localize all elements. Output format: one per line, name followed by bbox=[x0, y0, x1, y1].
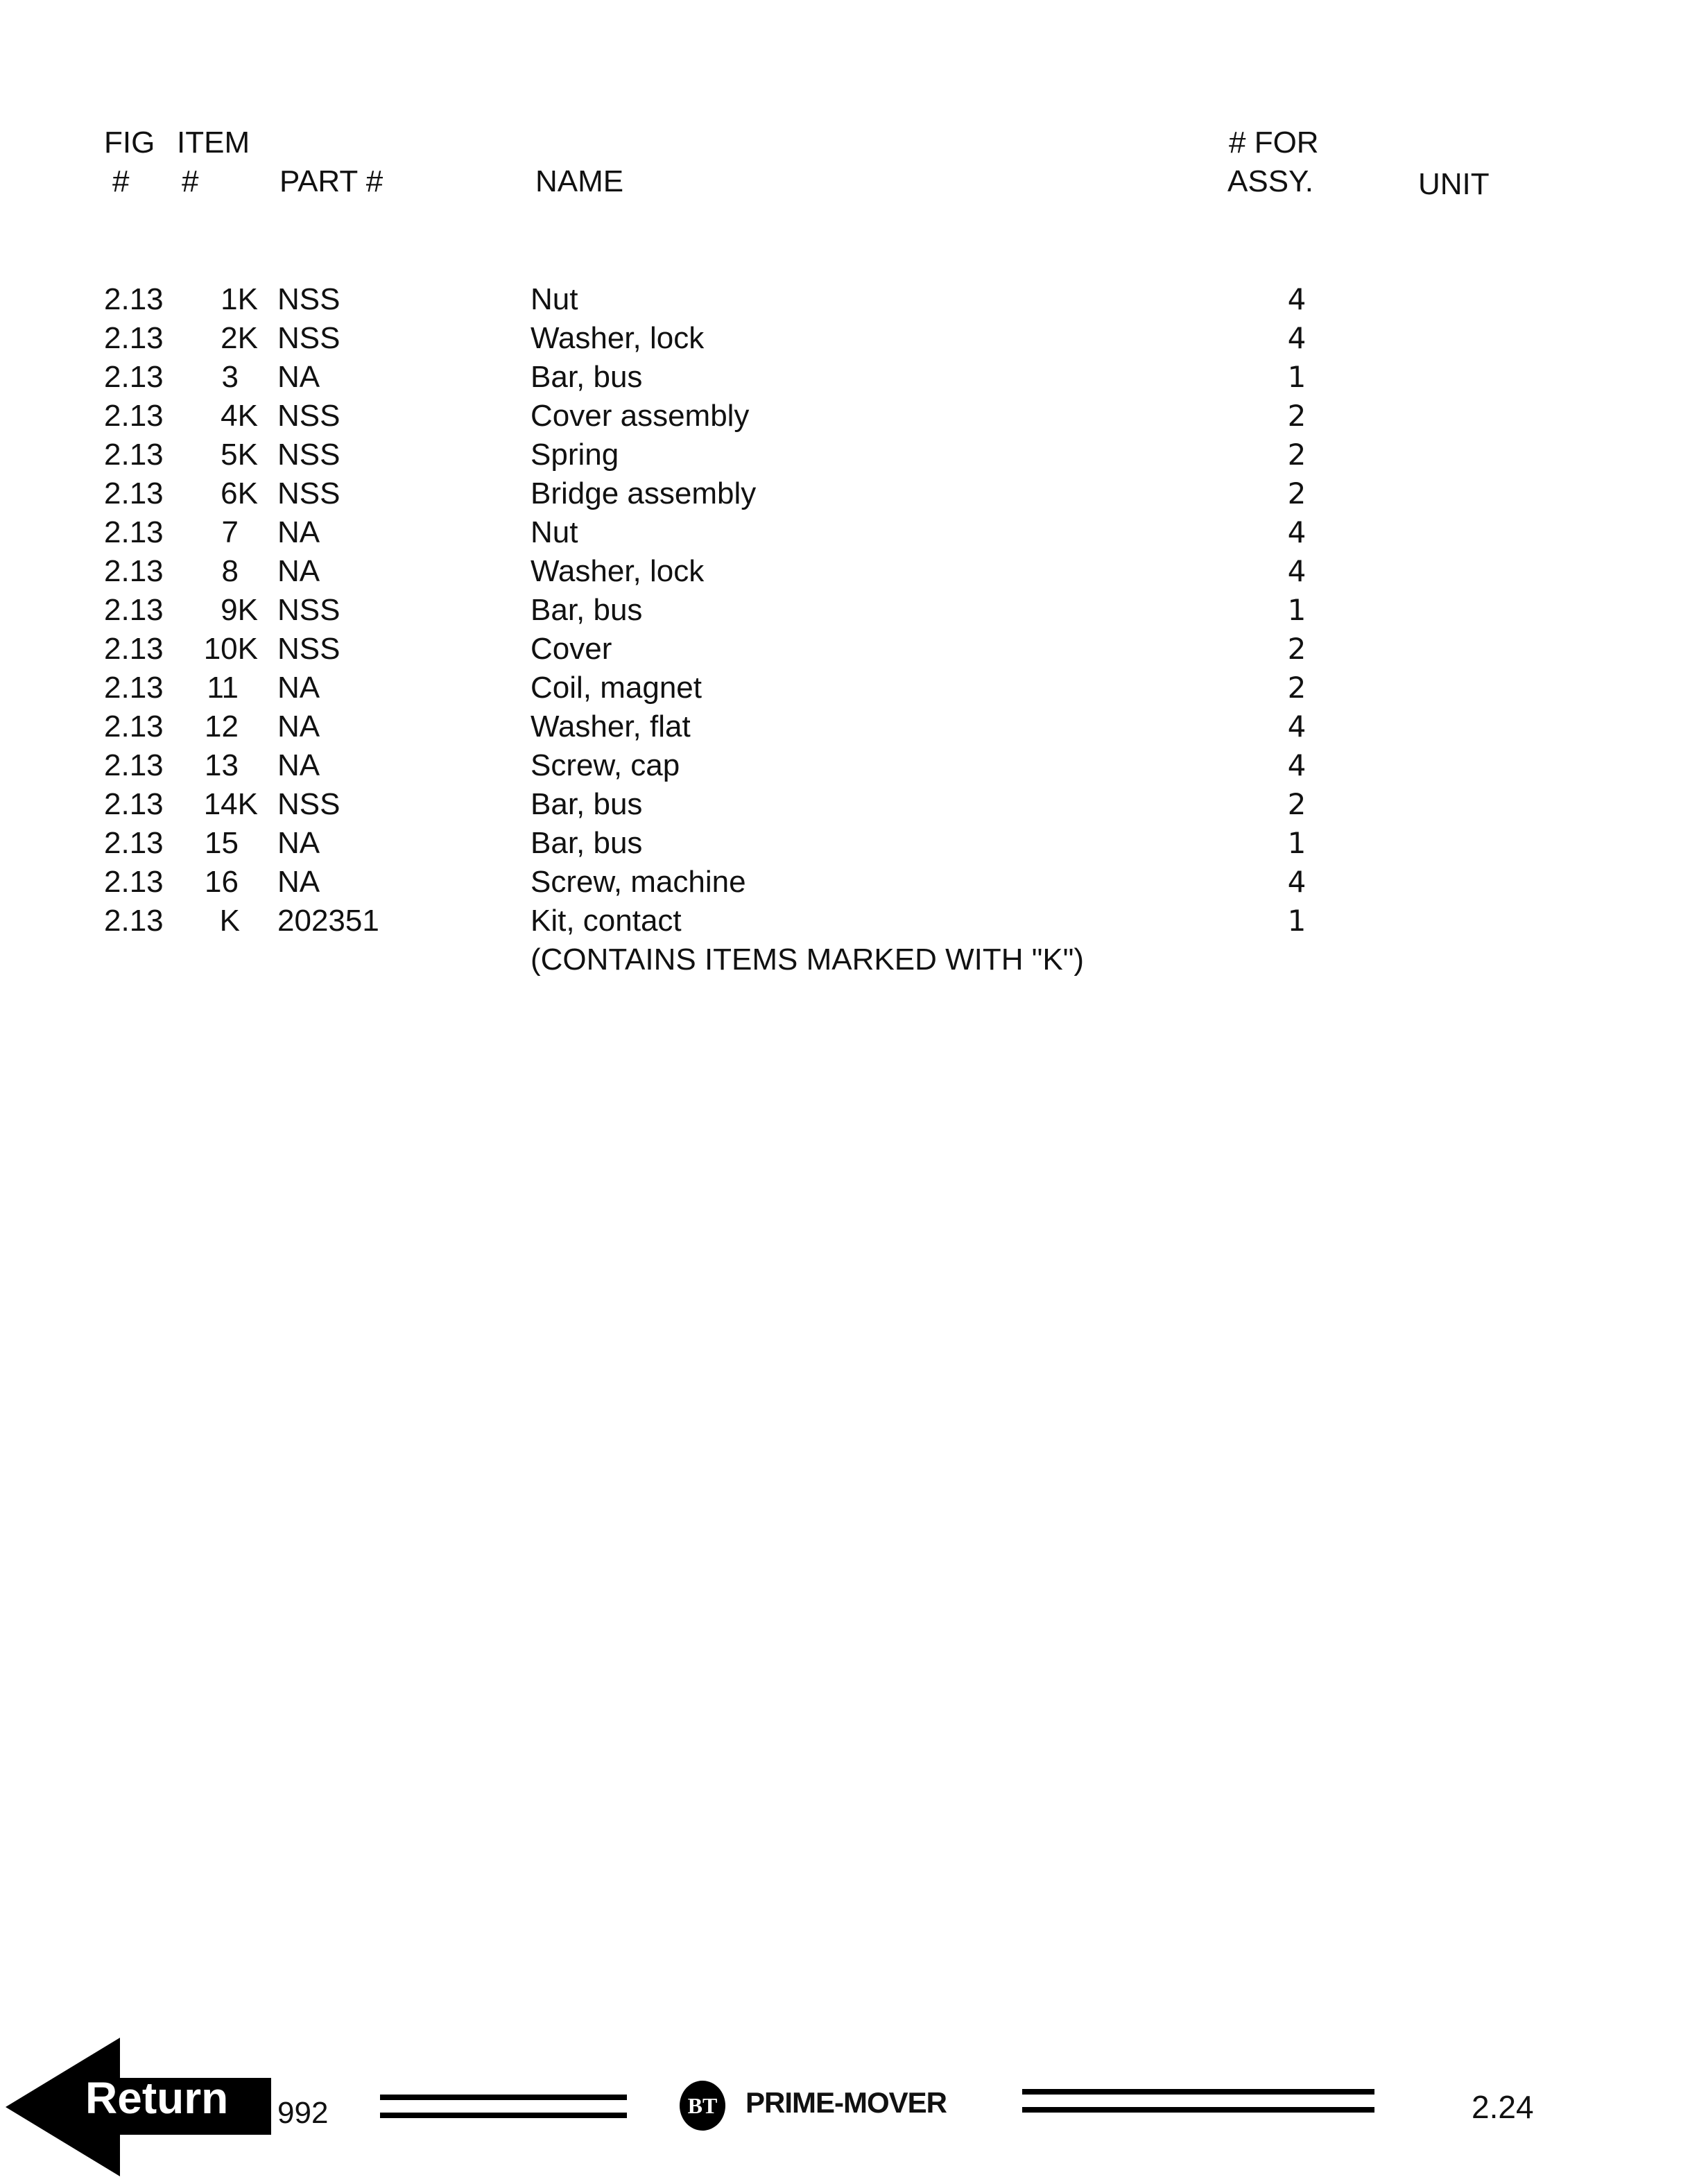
qty-cell: 4 bbox=[1287, 865, 1307, 899]
qty-cell: 1 bbox=[1287, 593, 1307, 627]
table-row bbox=[0, 630, 1690, 669]
qty-cell: 4 bbox=[1287, 282, 1307, 316]
item-cell: 15 bbox=[205, 826, 239, 860]
footer-date: 992 bbox=[277, 2096, 329, 2130]
part-cell: NA bbox=[277, 360, 320, 394]
header-item: ITEM bbox=[177, 126, 250, 160]
name-cell: Screw, cap bbox=[531, 748, 680, 782]
qty-cell: 2 bbox=[1287, 632, 1307, 666]
qty-cell: 4 bbox=[1287, 515, 1307, 549]
name-cell: Washer, lock bbox=[531, 321, 705, 355]
name-cell: Bridge assembly bbox=[531, 476, 757, 510]
part-cell: NA bbox=[277, 515, 320, 549]
bt-logo-icon: BT bbox=[680, 2081, 725, 2131]
fig-cell: 2.13 bbox=[104, 865, 164, 899]
qty-cell: 2 bbox=[1287, 438, 1307, 472]
part-cell: NSS bbox=[277, 593, 340, 627]
name-cell: Bar, bus bbox=[531, 826, 643, 860]
part-cell: NSS bbox=[277, 399, 340, 433]
fig-cell: 2.13 bbox=[104, 515, 164, 549]
table-row bbox=[0, 746, 1690, 785]
item-cell: 4K bbox=[221, 399, 258, 433]
qty-cell: 4 bbox=[1287, 710, 1307, 743]
name-cell: Nut bbox=[531, 515, 578, 549]
name-cell: Coil, magnet bbox=[531, 671, 702, 705]
part-cell: NSS bbox=[277, 787, 340, 821]
fig-cell: 2.13 bbox=[104, 748, 164, 782]
qty-cell: 4 bbox=[1287, 748, 1307, 782]
item-cell: 6K bbox=[221, 476, 258, 510]
fig-cell: 2.13 bbox=[104, 787, 164, 821]
name-cell: Bar, bus bbox=[531, 360, 643, 394]
table-row bbox=[0, 358, 1690, 397]
brand-name: PRIME-MOVER bbox=[745, 2086, 947, 2119]
table-row bbox=[0, 707, 1690, 746]
fig-cell: 2.13 bbox=[104, 476, 164, 510]
item-cell: 7 bbox=[221, 515, 239, 549]
item-cell: 5K bbox=[221, 438, 258, 472]
fig-cell: 2.13 bbox=[104, 632, 164, 666]
item-cell: 11 bbox=[207, 671, 239, 705]
item-cell: 13 bbox=[205, 748, 239, 782]
table-row bbox=[0, 319, 1690, 358]
item-cell: 12 bbox=[205, 710, 239, 743]
header-fig: FIG bbox=[104, 126, 155, 160]
header-part: PART # bbox=[279, 164, 383, 198]
part-cell: NA bbox=[277, 671, 320, 705]
table-row bbox=[0, 552, 1690, 591]
part-cell: NA bbox=[277, 865, 320, 899]
item-cell: 8 bbox=[221, 554, 239, 588]
fig-cell: 2.13 bbox=[104, 904, 164, 938]
fig-cell: 2.13 bbox=[104, 826, 164, 860]
table-row bbox=[0, 280, 1690, 319]
table-row bbox=[0, 902, 1690, 940]
table-row bbox=[0, 513, 1690, 552]
part-cell: NA bbox=[277, 554, 320, 588]
item-cell: 10K bbox=[203, 632, 258, 666]
name-cell: Bar, bus bbox=[531, 593, 643, 627]
item-cell: 9K bbox=[221, 593, 258, 627]
qty-cell: 2 bbox=[1287, 787, 1307, 821]
header-qty: # FOR bbox=[1229, 126, 1319, 160]
qty-cell: 2 bbox=[1287, 671, 1307, 705]
fig-cell: 2.13 bbox=[104, 438, 164, 472]
name-cell: Screw, machine bbox=[531, 865, 746, 899]
name-cell: Cover bbox=[531, 632, 612, 666]
part-cell: NSS bbox=[277, 476, 340, 510]
part-cell: 202351 bbox=[277, 904, 379, 938]
header-unit: UNIT bbox=[1418, 167, 1490, 201]
part-cell: NA bbox=[277, 710, 320, 743]
qty-cell: 1 bbox=[1287, 360, 1307, 394]
fig-cell: 2.13 bbox=[104, 671, 164, 705]
name-cell: Washer, flat bbox=[531, 710, 691, 743]
part-cell: NSS bbox=[277, 321, 340, 355]
table-row bbox=[0, 436, 1690, 474]
item-cell: 1K bbox=[221, 282, 258, 316]
table-row bbox=[0, 397, 1690, 436]
page-number: 2.24 bbox=[1472, 2089, 1534, 2125]
footer-rule-left bbox=[380, 2095, 627, 2118]
table-row bbox=[0, 474, 1690, 513]
header-name: NAME bbox=[535, 164, 624, 198]
part-cell: NSS bbox=[277, 632, 340, 666]
fig-cell: 2.13 bbox=[104, 554, 164, 588]
qty-cell: 2 bbox=[1287, 399, 1307, 433]
fig-cell: 2.13 bbox=[104, 593, 164, 627]
item-cell: 2K bbox=[221, 321, 258, 355]
name-cell: Spring bbox=[531, 438, 619, 472]
return-button[interactable] bbox=[6, 2038, 276, 2176]
kit-note: (CONTAINS ITEMS MARKED WITH "K") bbox=[531, 943, 1084, 977]
item-cell: K bbox=[219, 904, 240, 938]
part-cell: NSS bbox=[277, 438, 340, 472]
part-cell: NA bbox=[277, 748, 320, 782]
table-row bbox=[0, 785, 1690, 824]
return-label: Return bbox=[85, 2073, 229, 2123]
part-cell: NSS bbox=[277, 282, 340, 316]
item-cell: 16 bbox=[205, 865, 239, 899]
item-cell: 14K bbox=[203, 787, 258, 821]
fig-cell: 2.13 bbox=[104, 710, 164, 743]
name-cell: Bar, bus bbox=[531, 787, 643, 821]
table-row bbox=[0, 824, 1690, 863]
qty-cell: 1 bbox=[1287, 904, 1307, 938]
part-cell: NA bbox=[277, 826, 320, 860]
qty-cell: 1 bbox=[1287, 826, 1307, 860]
qty-cell: 2 bbox=[1287, 476, 1307, 510]
table-row bbox=[0, 669, 1690, 707]
header-qty-assy: ASSY. bbox=[1227, 164, 1313, 198]
fig-cell: 2.13 bbox=[104, 360, 164, 394]
fig-cell: 2.13 bbox=[104, 321, 164, 355]
footer-rule-right bbox=[1022, 2089, 1374, 2113]
name-cell: Kit, contact bbox=[531, 904, 682, 938]
qty-cell: 4 bbox=[1287, 554, 1307, 588]
name-cell: Washer, lock bbox=[531, 554, 705, 588]
header-fig-hash: # bbox=[112, 164, 130, 198]
fig-cell: 2.13 bbox=[104, 399, 164, 433]
table-row bbox=[0, 863, 1690, 902]
item-cell: 3 bbox=[221, 360, 239, 394]
qty-cell: 4 bbox=[1287, 321, 1307, 355]
name-cell: Nut bbox=[531, 282, 578, 316]
header-item-hash: # bbox=[182, 164, 199, 198]
fig-cell: 2.13 bbox=[104, 282, 164, 316]
table-row bbox=[0, 591, 1690, 630]
name-cell: Cover assembly bbox=[531, 399, 750, 433]
